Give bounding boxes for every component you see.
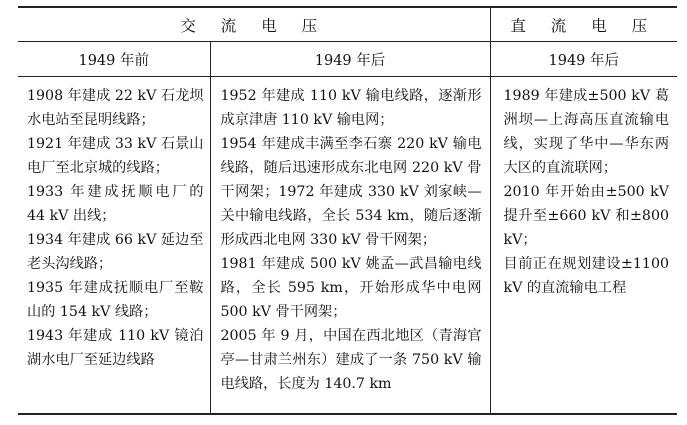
power-line-history-table [18,6,677,415]
dc-after-1949-header: 1949 年后 [490,42,677,77]
table-entry: 1935 年建成抚顺电厂至鞍山的 154 kV 线路； [27,280,204,320]
ac-after-1949-cell [210,77,490,415]
subheader-row [18,42,677,77]
before-1949-header: 1949 年前 [18,42,210,77]
before-1949-cell [18,77,210,415]
table-entry: 1934 年建成 66 kV 延边至老头沟线路； [27,232,204,272]
table-entry: 目前正在规划建设±1100 kV 的直流输电工程 [503,256,670,296]
table-entry: 1908 年建成 22 kV 石龙坝水电站至昆明线路； [27,88,204,128]
content-row [18,77,677,415]
table-entry: 1943 年建成 110 kV 镜泊湖水电厂至延边线路 [27,328,204,368]
table-entry: 1933 年建成抚顺电厂的 44 kV 出线； [27,184,204,224]
table-entry: 2005 年 9 月，中国在西北地区（青海官亭—甘肃兰州东）建成了一条 750 kV 输电线路，长度为 140.7 km [220,328,482,392]
table-entry: 1954 年建成丰满至李石寨 220 kV 输电线路，随后迅速形成东北电网 220 kV 骨干网架；1972 年建成 330 kV 刘家峡—关中输电线路，全长 534 km，随后逐渐形成西北电网 330 kV 骨干网架； [220,136,482,248]
ac-after-1949-header: 1949 年后 [210,42,490,77]
ac-voltage-header: 交 流 电 压 [18,7,490,42]
dc-voltage-header: 直 流 电 压 [490,7,677,42]
table-entry: 1981 年建成 500 kV 姚孟—武昌输电线路，全长 595 km，开始形成华中电网 500 kV 骨干网架； [220,256,482,320]
dc-after-1949-cell [490,77,677,415]
table-entry: 1952 年建成 110 kV 输电线路，逐渐形成京津唐 110 kV 输电网； [220,88,482,128]
header-row [18,7,677,42]
table-entry: 2010 年开始由±500 kV 提升至±660 kV 和±800 kV； [503,184,670,248]
table-entry: 1989 年建成±500 kV 葛洲坝—上海高压直流输电线，实现了华中—华东两大区的直流联网； [503,88,670,176]
table-entry: 1921 年建成 33 kV 石景山电厂至北京城的线路； [27,136,204,176]
